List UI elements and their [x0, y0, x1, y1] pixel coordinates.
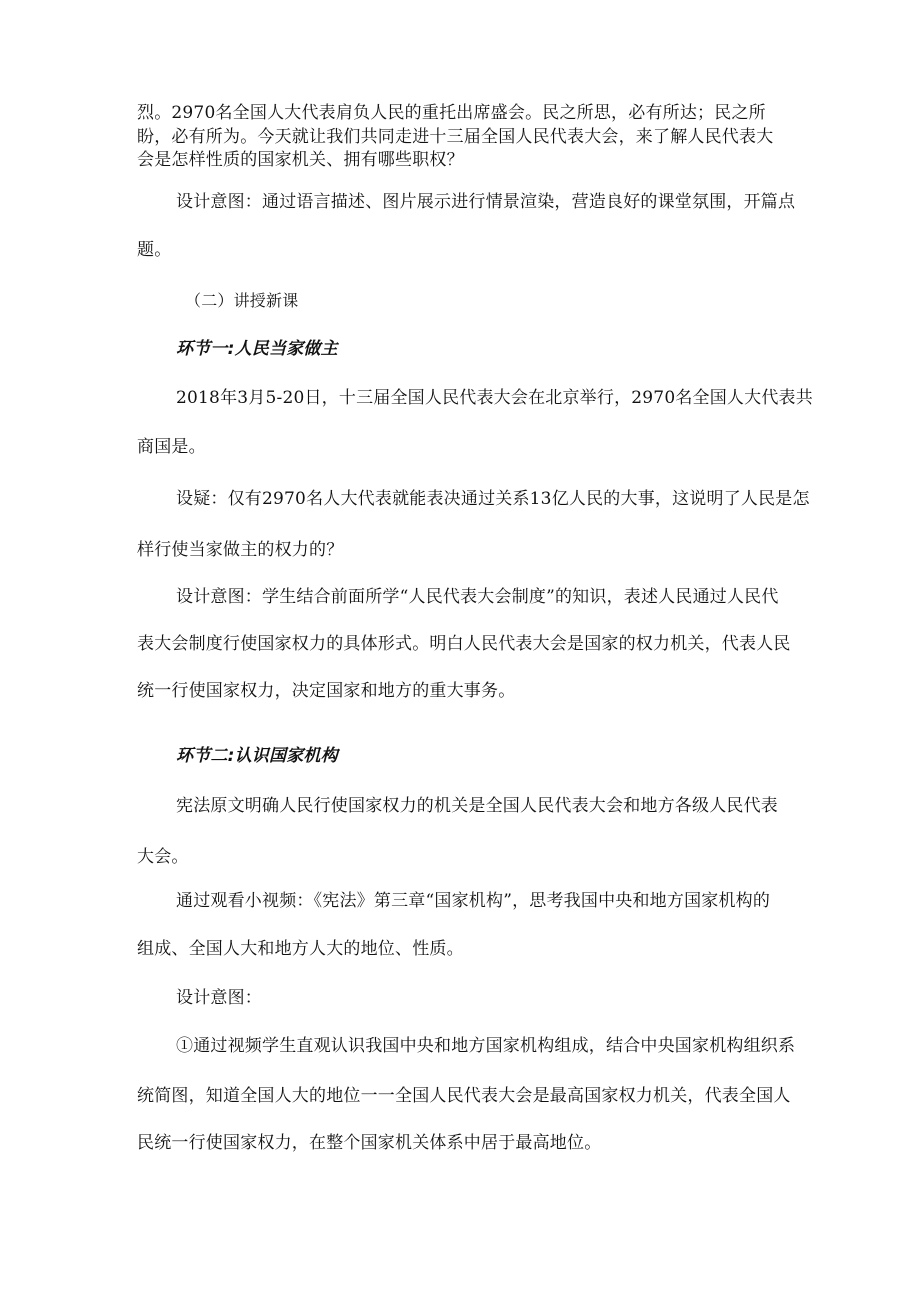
section-title: （二）讲授新课: [185, 291, 299, 310]
text-line: 宪法原文明确人民行使国家权力的机关是全国人民代表大会和地方各级人民代表: [176, 796, 778, 816]
text-line: 盼，必有所为。今天就让我们共同走进十三届全国人民代表大会，来了解人民代表大: [137, 127, 774, 147]
text-line: 设计意图：学生结合前面所学“人民代表大会制度”的知识，表述人民通过人民代: [176, 587, 779, 607]
text-line: 题。: [137, 240, 172, 260]
text-line: 设计意图：: [176, 988, 262, 1008]
text-line: 商国是。: [137, 437, 206, 457]
step2-heading: 环节二:认识国家机构: [176, 746, 338, 766]
text-line: 烈。2970名全国人大代表肩负人民的重托出席盛会。民之所思，必有所达；民之所: [137, 103, 766, 123]
text-line: 统一行使国家权力，决定国家和地方的重大事务。: [137, 681, 516, 701]
text-line: ①通过视频学生直观认识我国中央和地方国家机构组成，结合中央国家机构组织系: [176, 1036, 796, 1056]
text-line: 大会。: [137, 847, 189, 867]
text-line: 通过观看小视频：《宪法》第三章“国家机构”，思考我国中央和地方国家机构的: [176, 891, 771, 911]
text-line: 2018年3月5-20日，十三届全国人民代表大会在北京举行，2970名全国人大代表共: [176, 388, 813, 408]
text-line: 民统一行使国家权力，在整个国家机关体系中居于最高地位。: [137, 1133, 602, 1153]
step1-heading: 环节一:人民当家做主: [176, 339, 338, 359]
text-line: 统简图，知道全国人大的地位一一全国人民代表大会是最高国家权力机关，代表全国人: [137, 1086, 791, 1106]
text-line: 表大会制度行使国家权力的具体形式。明白人民代表大会是国家的权力机关，代表人民: [137, 634, 791, 654]
text-line: 会是怎样性质的国家机关、拥有哪些职权？: [137, 150, 464, 170]
text-line: 设计意图：通过语言描述、图片展示进行情景渲染，营造良好的课堂氛围，开篇点: [176, 192, 796, 212]
text-line: 样行使当家做主的权力的？: [137, 540, 344, 560]
text-line: 设疑：仅有2970名人大代表就能表决通过关系13亿人民的大事，这说明了人民是怎: [176, 489, 810, 509]
text-line: 组成、全国人大和地方人大的地位、性质。: [137, 939, 464, 959]
